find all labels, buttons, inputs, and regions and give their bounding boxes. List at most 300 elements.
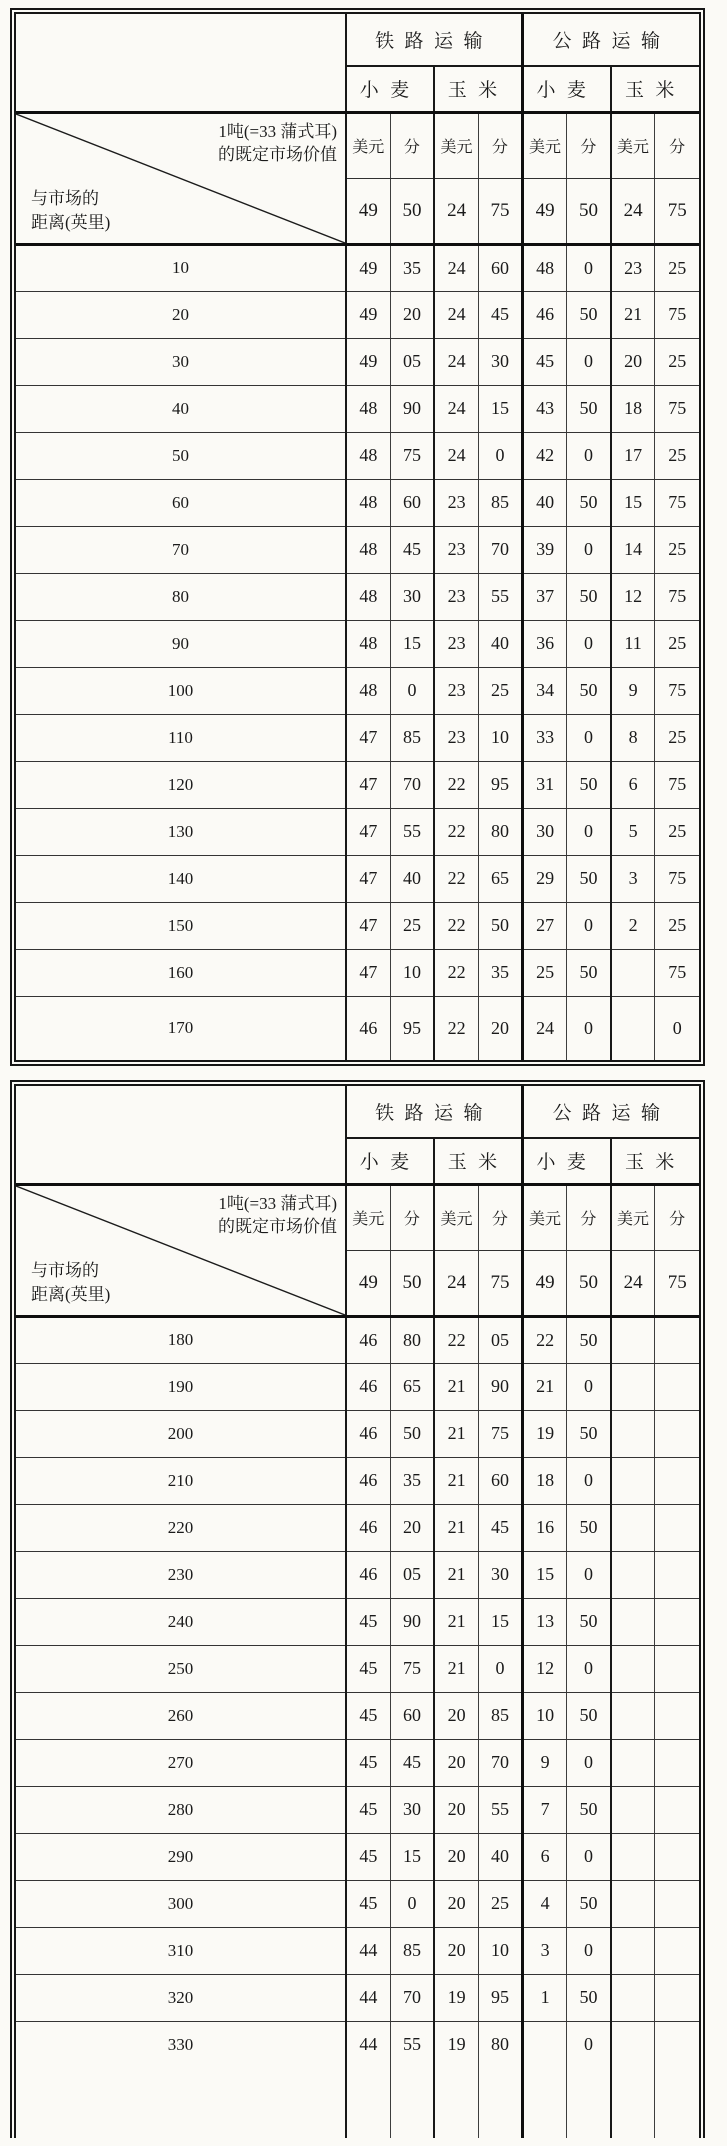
- cost-value-cell: 24: [434, 385, 478, 432]
- distance-cell: 10: [16, 244, 346, 291]
- market-value-caption: [218, 120, 337, 168]
- cost-value-cell: 48: [346, 526, 390, 573]
- cost-value-cell: 30: [478, 1551, 522, 1598]
- cost-value-cell: 0: [567, 1457, 611, 1504]
- cost-value-cell: 46: [346, 1363, 390, 1410]
- transport-mode-row: [16, 14, 699, 66]
- cost-value-cell: 0: [567, 1363, 611, 1410]
- unit-dollar-header: 美元: [346, 112, 390, 178]
- cost-value-cell: 75: [655, 667, 699, 714]
- cost-value-cell: 17: [611, 432, 655, 479]
- cost-value-cell: 21: [434, 1645, 478, 1692]
- cost-value-cell: 75: [655, 479, 699, 526]
- cost-value-cell: [611, 1833, 655, 1880]
- cost-value-cell: 25: [523, 949, 567, 996]
- cost-value-cell: 75: [655, 855, 699, 902]
- table-row: [16, 2021, 699, 2068]
- cost-value-cell: 21: [434, 1551, 478, 1598]
- cost-value-cell: [655, 1363, 699, 1410]
- cost-value-cell: 75: [390, 1645, 434, 1692]
- cost-value-cell: 45: [346, 1598, 390, 1645]
- table-body: [16, 1316, 699, 2138]
- table-row: [16, 996, 699, 1060]
- table-row: [16, 1551, 699, 1598]
- table-row: [16, 1692, 699, 1739]
- cost-value-cell: 50: [567, 1880, 611, 1927]
- road-wheat-header: 小麦: [523, 1138, 611, 1184]
- cost-value-cell: 10: [523, 1692, 567, 1739]
- empty-cell: [390, 2068, 434, 2138]
- cost-value-cell: 35: [478, 949, 522, 996]
- cost-value-cell: 0: [567, 996, 611, 1060]
- cost-value-cell: 37: [523, 573, 567, 620]
- cost-value-cell: 23: [434, 479, 478, 526]
- cost-value-cell: 70: [390, 761, 434, 808]
- cost-value-cell: 0: [567, 244, 611, 291]
- market-value-cell: 49: [346, 1250, 390, 1316]
- cost-value-cell: 13: [523, 1598, 567, 1645]
- market-value-cell: 75: [655, 178, 699, 244]
- distance-cell: 290: [16, 1833, 346, 1880]
- cost-value-cell: 24: [434, 338, 478, 385]
- cost-value-cell: 6: [611, 761, 655, 808]
- distance-cell: 150: [16, 902, 346, 949]
- table-row: [16, 1739, 699, 1786]
- cost-value-cell: 16: [523, 1504, 567, 1551]
- unit-cent-header: 分: [390, 112, 434, 178]
- cost-value-cell: 0: [567, 1927, 611, 1974]
- cost-value-cell: 39: [523, 526, 567, 573]
- cost-value-cell: 50: [567, 1692, 611, 1739]
- cost-value-cell: 21: [434, 1457, 478, 1504]
- cost-value-cell: 75: [655, 385, 699, 432]
- empty-cell: [346, 2068, 390, 2138]
- cost-value-cell: 45: [346, 1833, 390, 1880]
- cost-value-cell: 33: [523, 714, 567, 761]
- distance-cell: 170: [167, 1018, 194, 1038]
- cost-value-cell: 15: [478, 385, 522, 432]
- market-value-cell: 24: [611, 178, 655, 244]
- cost-value-cell: [611, 1880, 655, 1927]
- cost-value-cell: 75: [390, 432, 434, 479]
- distance-caption: [31, 1259, 110, 1307]
- cost-value-cell: 9: [523, 1739, 567, 1786]
- cost-value-cell: 48: [346, 479, 390, 526]
- cost-value-cell: 75: [478, 1410, 522, 1457]
- cost-value-cell: 75: [655, 291, 699, 338]
- cost-value-cell: 12: [523, 1645, 567, 1692]
- cost-value-cell: 50: [567, 1974, 611, 2021]
- cost-value-cell: [611, 1598, 655, 1645]
- market-value-caption-line2: 的既定市场价值: [218, 1217, 337, 1237]
- rail-corn-header: 玉米: [434, 66, 522, 112]
- cost-value-cell: 48: [346, 432, 390, 479]
- cost-value-cell: 50: [567, 1410, 611, 1457]
- cost-value-cell: 25: [655, 714, 699, 761]
- market-value-cell: 50: [390, 178, 434, 244]
- cost-value-cell: 47: [346, 949, 390, 996]
- table-row: [16, 479, 699, 526]
- cost-value-cell: 10: [478, 714, 522, 761]
- table-row: [16, 714, 699, 761]
- cost-value-cell: 85: [390, 1927, 434, 1974]
- market-value-cell: 75: [478, 178, 522, 244]
- cost-value-cell: 95: [390, 996, 434, 1060]
- cost-value-cell: [655, 1410, 699, 1457]
- cost-value-cell: 1: [523, 1974, 567, 2021]
- cost-value-cell: 0: [567, 2021, 611, 2068]
- unit-cent-header: 分: [390, 1184, 434, 1250]
- distance-cell: 330: [167, 2034, 194, 2054]
- unit-cent-header: 分: [478, 1184, 522, 1250]
- empty-cell: [611, 2068, 655, 2138]
- cost-value-cell: [655, 1645, 699, 1692]
- cost-value-cell: 19: [523, 1410, 567, 1457]
- distance-cell: 200: [16, 1410, 346, 1457]
- market-value-cell: 50: [390, 1250, 434, 1316]
- cost-value-cell: [611, 949, 655, 996]
- cost-value-cell: 50: [567, 1786, 611, 1833]
- cost-value-cell: 0: [567, 1551, 611, 1598]
- cost-value-cell: 50: [567, 667, 611, 714]
- cost-value-cell: [655, 1692, 699, 1739]
- cost-value-cell: 45: [346, 1692, 390, 1739]
- cost-value-cell: 25: [655, 338, 699, 385]
- table-row: [16, 338, 699, 385]
- cost-value-cell: 23: [434, 667, 478, 714]
- rail-wheat-header: 小麦: [346, 1138, 434, 1184]
- table-row: [16, 432, 699, 479]
- cost-value-cell: [655, 1927, 699, 1974]
- table-row: [16, 855, 699, 902]
- cost-value-cell: 0: [567, 714, 611, 761]
- cost-value-cell: 45: [346, 1880, 390, 1927]
- cost-value-cell: 22: [434, 761, 478, 808]
- cost-value-cell: 47: [346, 808, 390, 855]
- unit-dollar-header: 美元: [434, 1184, 478, 1250]
- cost-value-cell: 50: [567, 385, 611, 432]
- cost-value-cell: 40: [390, 855, 434, 902]
- road-corn-header: 玉米: [611, 66, 699, 112]
- unit-cent-header: 分: [478, 112, 522, 178]
- cost-value-cell: 18: [523, 1457, 567, 1504]
- cost-value-cell: 50: [567, 1504, 611, 1551]
- table-row: [16, 385, 699, 432]
- cost-value-cell: 0: [567, 902, 611, 949]
- cost-value-cell: 0: [567, 808, 611, 855]
- cost-value-cell: 30: [390, 1786, 434, 1833]
- cost-value-cell: [611, 1551, 655, 1598]
- cost-value-cell: 10: [390, 949, 434, 996]
- cost-value-cell: 45: [523, 338, 567, 385]
- cost-value-cell: [655, 1786, 699, 1833]
- market-value-caption-line2: 的既定市场价值: [218, 145, 337, 165]
- cost-value-cell: 45: [390, 1739, 434, 1786]
- cost-value-cell: [611, 1504, 655, 1551]
- empty-row: [16, 2068, 699, 2138]
- cost-value-cell: 50: [567, 1598, 611, 1645]
- cost-value-cell: 50: [390, 1410, 434, 1457]
- cost-value-cell: 25: [655, 808, 699, 855]
- cost-value-cell: 23: [434, 714, 478, 761]
- cost-value-cell: 46: [346, 996, 390, 1060]
- table-row: [16, 949, 699, 996]
- table-row: [16, 244, 699, 291]
- cost-value-cell: 19: [434, 2021, 478, 2068]
- cost-value-cell: 36: [523, 620, 567, 667]
- distance-cell: 70: [16, 526, 346, 573]
- table-row: [16, 620, 699, 667]
- cost-value-cell: 7: [523, 1786, 567, 1833]
- cost-value-cell: 20: [434, 1927, 478, 1974]
- empty-cell: [16, 2068, 346, 2138]
- cost-value-cell: 50: [567, 949, 611, 996]
- market-value-cell: 49: [523, 1250, 567, 1316]
- diagonal-corner-cell: [16, 1184, 346, 1316]
- cost-value-cell: 22: [434, 996, 478, 1060]
- cost-value-cell: 55: [390, 2021, 434, 2068]
- road-wheat-header: 小麦: [523, 66, 611, 112]
- market-value-cell: 50: [567, 1250, 611, 1316]
- cost-value-cell: 25: [655, 432, 699, 479]
- market-value-cell: 49: [346, 178, 390, 244]
- cost-value-cell: 40: [478, 620, 522, 667]
- table-row: [16, 667, 699, 714]
- market-value-caption-line1: 1吨(=33 蒲式耳): [218, 1193, 337, 1213]
- rail-transport-header: 铁路运输: [346, 14, 523, 66]
- table-body: [16, 244, 699, 1060]
- cost-value-cell: 60: [390, 1692, 434, 1739]
- cost-value-cell: 0: [567, 338, 611, 385]
- cost-value-cell: 48: [346, 620, 390, 667]
- cost-value-cell: 90: [390, 385, 434, 432]
- cost-value-cell: 46: [346, 1316, 390, 1363]
- cost-value-cell: 85: [478, 1692, 522, 1739]
- cost-value-cell: 25: [478, 667, 522, 714]
- distance-cell: 80: [16, 573, 346, 620]
- cost-value-cell: 43: [523, 385, 567, 432]
- distance-caption: [31, 187, 110, 235]
- cost-value-cell: 22: [434, 808, 478, 855]
- cost-value-cell: 46: [346, 1410, 390, 1457]
- cost-value-cell: [655, 1833, 699, 1880]
- distance-caption-line1: 与市场的: [31, 1260, 99, 1280]
- cost-value-cell: 65: [390, 1363, 434, 1410]
- cost-value-cell: 45: [346, 1739, 390, 1786]
- diagonal-corner-cell: [16, 112, 346, 244]
- cost-value-cell: 05: [478, 1316, 522, 1363]
- cost-value-cell: 80: [478, 808, 522, 855]
- cost-value-cell: [611, 1457, 655, 1504]
- cost-value-cell: 23: [434, 573, 478, 620]
- transport-cost-table-2: [10, 1080, 705, 2138]
- cost-value-cell: 15: [390, 620, 434, 667]
- cost-value-cell: [655, 1880, 699, 1927]
- cost-value-cell: 12: [611, 573, 655, 620]
- unit-cent-header: 分: [655, 112, 699, 178]
- cost-value-cell: 21: [434, 1410, 478, 1457]
- cost-value-cell: 44: [346, 2021, 390, 2068]
- transport-mode-row: [16, 1086, 699, 1138]
- cost-value-cell: 40: [523, 479, 567, 526]
- cost-value-cell: 49: [346, 244, 390, 291]
- cost-value-cell: 23: [434, 526, 478, 573]
- cost-value-cell: 15: [523, 1551, 567, 1598]
- cost-value-cell: 47: [346, 855, 390, 902]
- table-row: [16, 1504, 699, 1551]
- table-row: [16, 1927, 699, 1974]
- table-row: [16, 1598, 699, 1645]
- cost-value-cell: 45: [478, 291, 522, 338]
- cost-value-cell: 8: [611, 714, 655, 761]
- cost-value-cell: 20: [434, 1739, 478, 1786]
- cost-value-cell: [655, 1551, 699, 1598]
- cost-value-cell: 35: [390, 1457, 434, 1504]
- cost-value-cell: 23: [434, 620, 478, 667]
- cost-value-cell: 22: [434, 902, 478, 949]
- unit-dollar-header: 美元: [523, 112, 567, 178]
- cost-value-cell: 20: [390, 291, 434, 338]
- cost-value-cell: 20: [611, 338, 655, 385]
- distance-cell: 160: [16, 949, 346, 996]
- cost-value-cell: 95: [478, 761, 522, 808]
- cost-value-cell: 95: [478, 1974, 522, 2021]
- cost-value-cell: [523, 2021, 567, 2068]
- empty-cell: [478, 2068, 522, 2138]
- cost-value-cell: 45: [478, 1504, 522, 1551]
- cost-value-cell: 21: [434, 1598, 478, 1645]
- cost-value-cell: 0: [390, 667, 434, 714]
- cost-value-cell: 45: [390, 526, 434, 573]
- unit-cent-header: 分: [567, 1184, 611, 1250]
- cost-value-cell: 55: [390, 808, 434, 855]
- cost-value-cell: 30: [523, 808, 567, 855]
- transport-cost-table-1: [10, 8, 705, 1066]
- cost-value-cell: 70: [390, 1974, 434, 2021]
- cost-value-cell: 60: [390, 479, 434, 526]
- table-row: [16, 1316, 699, 1363]
- cost-value-cell: 4: [523, 1880, 567, 1927]
- road-transport-header: 公路运输: [523, 14, 700, 66]
- cost-value-cell: 30: [478, 338, 522, 385]
- table-row: [16, 761, 699, 808]
- unit-dollar-header: 美元: [523, 1184, 567, 1250]
- distance-cell: 310: [16, 1927, 346, 1974]
- cost-value-cell: 42: [523, 432, 567, 479]
- cost-value-cell: 24: [434, 432, 478, 479]
- cost-value-cell: 75: [655, 949, 699, 996]
- cost-value-cell: [655, 1504, 699, 1551]
- cost-value-cell: 65: [478, 855, 522, 902]
- cost-value-cell: 20: [390, 1504, 434, 1551]
- cost-value-cell: 50: [567, 855, 611, 902]
- unit-dollar-header: 美元: [434, 112, 478, 178]
- table-row: [16, 1974, 699, 2021]
- cost-table: [16, 14, 699, 1060]
- distance-cell: 50: [16, 432, 346, 479]
- cost-value-cell: 20: [434, 1880, 478, 1927]
- cost-value-cell: 11: [611, 620, 655, 667]
- unit-dollar-header: 美元: [611, 1184, 655, 1250]
- cost-value-cell: 20: [434, 1786, 478, 1833]
- table-header: [16, 14, 699, 244]
- cost-value-cell: 21: [434, 1504, 478, 1551]
- cost-value-cell: 45: [346, 1786, 390, 1833]
- cost-value-cell: [611, 1363, 655, 1410]
- cost-value-cell: 50: [567, 479, 611, 526]
- cost-value-cell: 3: [523, 1927, 567, 1974]
- distance-cell: 100: [16, 667, 346, 714]
- market-value-cell: 50: [567, 178, 611, 244]
- cost-value-cell: 47: [346, 761, 390, 808]
- distance-cell: 260: [16, 1692, 346, 1739]
- cost-value-cell: 24: [434, 244, 478, 291]
- cost-value-cell: 50: [567, 291, 611, 338]
- cost-value-cell: 70: [478, 1739, 522, 1786]
- cost-value-cell: 22: [434, 855, 478, 902]
- market-value-caption-line1: 1吨(=33 蒲式耳): [218, 121, 337, 141]
- cost-value-cell: 6: [523, 1833, 567, 1880]
- market-value-caption: [218, 1192, 337, 1240]
- distance-cell: 60: [16, 479, 346, 526]
- cost-value-cell: 48: [346, 667, 390, 714]
- cost-value-cell: 0: [390, 1880, 434, 1927]
- units-row: [16, 1184, 699, 1250]
- cost-value-cell: 29: [523, 855, 567, 902]
- table-row: [16, 291, 699, 338]
- distance-cell: 270: [16, 1739, 346, 1786]
- cost-value-cell: 44: [346, 1927, 390, 1974]
- cost-value-cell: 0: [567, 620, 611, 667]
- cost-value-cell: 22: [523, 1316, 567, 1363]
- table-row: [16, 1457, 699, 1504]
- cost-value-cell: 0: [478, 432, 522, 479]
- cost-value-cell: 60: [478, 244, 522, 291]
- cost-value-cell: [611, 1739, 655, 1786]
- cost-value-cell: 49: [346, 338, 390, 385]
- cost-value-cell: [655, 2021, 699, 2068]
- distance-cell: 280: [16, 1786, 346, 1833]
- empty-cell: [523, 2068, 567, 2138]
- cost-value-cell: 19: [434, 1974, 478, 2021]
- empty-cell: [655, 2068, 699, 2138]
- cost-value-cell: [655, 1457, 699, 1504]
- cost-value-cell: [655, 1598, 699, 1645]
- table-row: [16, 1786, 699, 1833]
- cost-value-cell: 45: [346, 1645, 390, 1692]
- cost-value-cell: [611, 1786, 655, 1833]
- distance-cell: 210: [16, 1457, 346, 1504]
- table-row: [16, 1410, 699, 1457]
- cost-value-cell: 90: [478, 1363, 522, 1410]
- cost-value-cell: 50: [567, 1316, 611, 1363]
- road-corn-header: 玉米: [611, 1138, 699, 1184]
- cost-value-cell: 25: [655, 620, 699, 667]
- blank-corner-cell: [16, 1086, 346, 1184]
- table-row: [16, 808, 699, 855]
- rail-corn-header: 玉米: [434, 1138, 522, 1184]
- cost-value-cell: 34: [523, 667, 567, 714]
- table-row: [16, 526, 699, 573]
- cost-value-cell: 75: [655, 573, 699, 620]
- distance-cell: 140: [16, 855, 346, 902]
- distance-cell: 40: [16, 385, 346, 432]
- cost-value-cell: 20: [434, 1833, 478, 1880]
- cost-value-cell: 20: [434, 1692, 478, 1739]
- cost-value-cell: 24: [434, 291, 478, 338]
- market-value-cell: 24: [434, 178, 478, 244]
- cost-value-cell: 48: [346, 385, 390, 432]
